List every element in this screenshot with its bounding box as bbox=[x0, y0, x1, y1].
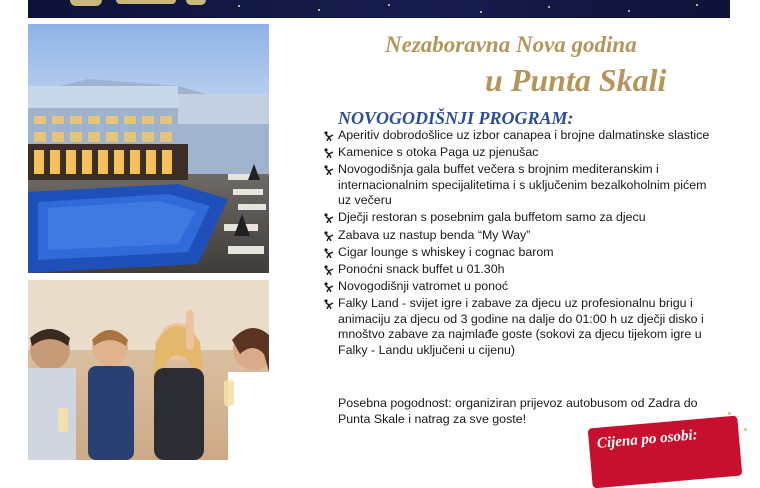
program-item bbox=[322, 228, 720, 244]
banner-ornament bbox=[70, 0, 102, 6]
dancer-icon bbox=[323, 231, 334, 241]
banner-ornament bbox=[186, 0, 206, 5]
dancer-icon bbox=[323, 213, 334, 223]
program-item bbox=[322, 279, 720, 295]
program-item bbox=[322, 210, 720, 226]
program-item-text: Aperitiv dobrodošlice uz izbor canapea i brojne dalmatinske slastice bbox=[338, 128, 710, 142]
program-item-text: Cigar lounge s whiskey i cognac barom bbox=[338, 244, 554, 259]
program-item bbox=[322, 296, 720, 358]
program-item bbox=[322, 128, 720, 144]
title-line-1: Nezaboravna Nova godina bbox=[385, 32, 637, 57]
hotel-pool-photo bbox=[28, 24, 269, 273]
dancer-icon bbox=[323, 148, 334, 158]
special-offer-text: Posebna pogodnost: organiziran prijevoz autobusom od Zadra do Punta Skale i natrag za sve goste! bbox=[338, 396, 698, 426]
program-item-text: Novogodišnji vatromet u ponoć bbox=[338, 278, 509, 293]
program-item bbox=[322, 162, 720, 209]
banner-sparkle bbox=[318, 9, 320, 11]
dancer-icon bbox=[323, 248, 334, 258]
program-item bbox=[322, 145, 720, 161]
hotel-pool-illustration bbox=[28, 24, 269, 273]
program-item-text: Zabava uz nastup benda “My Way” bbox=[338, 227, 531, 242]
family-illustration bbox=[28, 280, 269, 460]
dancer-icon bbox=[323, 165, 334, 175]
banner-sparkle bbox=[628, 10, 630, 12]
program-item bbox=[322, 245, 720, 261]
dancer-icon bbox=[323, 282, 334, 292]
family-photo bbox=[28, 280, 269, 460]
banner-sparkle bbox=[696, 4, 698, 6]
program-item bbox=[322, 262, 720, 278]
program-heading: NOVOGODIŠNJI PROGRAM: bbox=[338, 108, 574, 128]
program-item-text: Kamenice s otoka Paga uz pjenušac bbox=[338, 145, 539, 160]
banner-sparkle bbox=[388, 4, 390, 6]
price-badge bbox=[588, 416, 743, 488]
banner-sparkle bbox=[480, 11, 482, 13]
sparkle-decoration bbox=[744, 428, 747, 431]
program-item-text: Dječji restoran s posebnim gala buffetom samo za djecu bbox=[338, 210, 646, 225]
sparkle-decoration bbox=[728, 412, 731, 415]
dancer-icon bbox=[323, 131, 334, 141]
program-item-text: Ponoćni snack buffet u 01.30h bbox=[338, 261, 505, 276]
banner-ornament bbox=[116, 0, 176, 4]
top-banner bbox=[28, 0, 730, 18]
banner-sparkle bbox=[238, 5, 240, 7]
dancer-icon bbox=[323, 299, 334, 309]
program-item-text: Novogodišnja gala buffet večera s brojnim mediteranskim i internacionalnim specijalitetima i s uključenim bezalkoholnim pićem uz večeru bbox=[338, 162, 707, 208]
banner-sparkle bbox=[548, 6, 550, 8]
program-list bbox=[322, 128, 720, 360]
program-item-text: Falky Land - svijet igre i zabave za djecu uz profesionalnu brigu i animaciju za djecu od 3 godine na dalje do 01:00 h uz dječji disko i mnoštvo zabave za najmlađe goste (sokovi za djecu tijekom igre u Falky - Landu uključeni u cijenu) bbox=[338, 295, 704, 357]
title-line-2: u Punta Skali bbox=[485, 62, 667, 98]
dancer-icon bbox=[323, 265, 334, 275]
price-badge-label: Cijena po osobi: bbox=[596, 427, 699, 452]
